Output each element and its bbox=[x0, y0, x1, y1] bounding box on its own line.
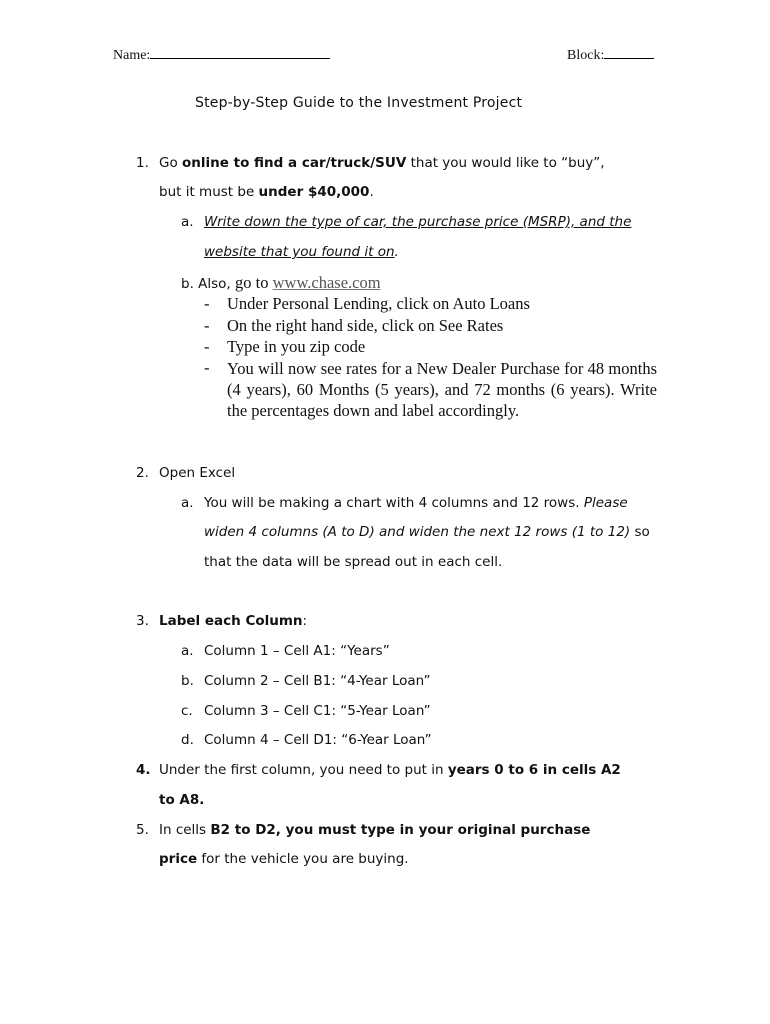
step3-item-marker: a. bbox=[181, 643, 194, 659]
step4-number: 4. bbox=[136, 762, 151, 778]
step1-l2-period: . bbox=[369, 184, 374, 200]
step3-item-b: Column 2 – Cell B1: “4-Year Loan” bbox=[204, 673, 431, 689]
step1-price-limit: under $40,000 bbox=[258, 184, 370, 200]
step1b-line bbox=[181, 273, 381, 293]
step5-text: In cells bbox=[159, 822, 211, 838]
step4-line1 bbox=[159, 762, 621, 778]
step2a-marker: a. bbox=[181, 495, 194, 511]
step5-line1 bbox=[159, 822, 590, 838]
step3-item-marker: d. bbox=[181, 732, 194, 748]
step3-item-marker: b. bbox=[181, 673, 194, 689]
name-field bbox=[113, 48, 330, 64]
bullet-dash: - bbox=[204, 358, 210, 377]
step1-line2 bbox=[159, 184, 374, 200]
step4-text: Under the first column, you need to put in bbox=[159, 762, 448, 778]
block-blank-line bbox=[604, 57, 654, 59]
step5-bold-text: B2 to D2, you must type in your original purchase bbox=[210, 822, 591, 838]
step3-number: 3. bbox=[136, 613, 149, 629]
step3-label: Label each Column bbox=[159, 613, 303, 629]
name-label: Name: bbox=[113, 48, 151, 63]
chase-link[interactable]: www.chase.com bbox=[272, 273, 381, 292]
step1-text: Go bbox=[159, 155, 183, 171]
bullet-dash: - bbox=[204, 316, 210, 335]
step2a-line3: that the data will be spread out in each cell. bbox=[204, 554, 503, 570]
step1-text-end: that you would like to “buy”, bbox=[406, 155, 605, 171]
step1a-line2 bbox=[204, 244, 399, 260]
step4-bold-text: years 0 to 6 in cells A2 bbox=[447, 762, 621, 778]
block-field bbox=[567, 48, 654, 64]
step1a-line1: Write down the type of car, the purchase price (MSRP), and the bbox=[204, 214, 632, 230]
step5-price-bold: price bbox=[159, 851, 198, 867]
step3-item-d: Column 4 – Cell D1: “6-Year Loan” bbox=[204, 732, 432, 748]
step3-colon: : bbox=[302, 613, 308, 629]
page-title: Step-by-Step Guide to the Investment Project bbox=[195, 95, 523, 111]
step2a-line2-text: so bbox=[630, 524, 650, 540]
step3-item-marker: c. bbox=[181, 703, 193, 719]
step2a-line2 bbox=[204, 524, 650, 540]
step1-l2-text: but it must be bbox=[159, 184, 259, 200]
step2a-italic: Please bbox=[583, 495, 628, 511]
step1-number: 1. bbox=[136, 155, 149, 171]
step5-number: 5. bbox=[136, 822, 149, 838]
step1a-line2-period: . bbox=[394, 244, 399, 260]
step1-line1 bbox=[159, 155, 605, 171]
name-blank-line bbox=[150, 57, 330, 59]
step1a-line2-text: website that you found it on bbox=[204, 244, 395, 260]
step1-bullet-4: You will now see rates for a New Dealer Purchase for 48 months (4 years), 60 Months (5 years), and 72 months (6 years). Write the percentages down and label accordingly. bbox=[227, 359, 657, 420]
bullet-dash: - bbox=[204, 337, 210, 356]
step1-bullet-2: On the right hand side, click on See Rates bbox=[227, 316, 504, 335]
step5-line2 bbox=[159, 851, 409, 867]
step1a-marker: a. bbox=[181, 214, 194, 230]
step2a-line2-italic: widen 4 columns (A to D) and widen the next 12 rows (1 to 12) bbox=[204, 524, 631, 540]
step5-line2-text: for the vehicle you are buying. bbox=[197, 851, 409, 867]
step2a-text: You will be making a chart with 4 columns and 12 rows. bbox=[204, 495, 584, 511]
step3-item-c: Column 3 – Cell C1: “5-Year Loan” bbox=[204, 703, 431, 719]
step1-bullet-3: Type in you zip code bbox=[227, 337, 366, 356]
step2a-line1 bbox=[204, 495, 628, 511]
step1b-prefix: b. Also, bbox=[181, 276, 236, 292]
bullet-dash: - bbox=[204, 294, 210, 313]
step1-bold-text: online to find a car/truck/SUV bbox=[182, 155, 407, 171]
step2-number: 2. bbox=[136, 465, 149, 481]
step4-line2: to A8. bbox=[159, 792, 205, 808]
step3-label-line bbox=[159, 613, 307, 629]
step1b-goto: go to bbox=[235, 273, 273, 292]
step3-item-a: Column 1 – Cell A1: “Years” bbox=[204, 643, 390, 659]
step1-bullet-1: Under Personal Lending, click on Auto Loans bbox=[227, 294, 530, 313]
step2-label: Open Excel bbox=[159, 465, 236, 481]
block-label: Block: bbox=[567, 48, 605, 63]
